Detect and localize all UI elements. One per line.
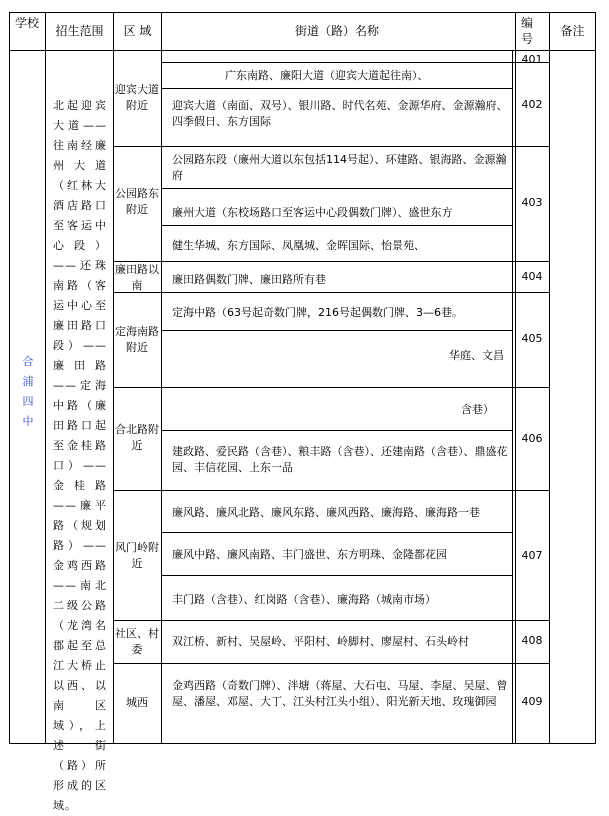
- street-divider-2: [161, 88, 513, 89]
- number-divider-3: [512, 261, 549, 262]
- header-remark: 备注: [560, 24, 585, 38]
- number-404: 404: [521, 270, 543, 283]
- col-line-remark: [549, 12, 550, 744]
- col-line-school: [45, 12, 46, 744]
- number-403: 403: [521, 196, 543, 209]
- street-row: 双江桥、新村、吴屋岭、平阳村、岭脚村、廖屋村、石头岭村: [172, 635, 469, 648]
- street-divider-7: [161, 292, 513, 293]
- street-row: 金鸡西路（奇数门牌）、泮塘（蒋屋、大石屯、马屋、李屋、吴屋、曾屋、潘屋、邓屋、大丁、江头村江头小组）、阳光新天地、玫瑰御园: [172, 679, 508, 708]
- street-divider-12: [161, 532, 513, 533]
- street-row: 迎宾大道（南面、双号）、银川路、时代名苑、金源华府、金源瀚府、四季假日、东方国际: [172, 99, 508, 128]
- number-405: 405: [521, 332, 543, 345]
- street-divider-10: [161, 430, 513, 431]
- number-407: 407: [521, 549, 543, 562]
- header-divider: [9, 50, 596, 51]
- street-box-right: [512, 50, 513, 744]
- street-divider-13: [161, 575, 513, 576]
- street-row: 廉田路偶数门牌、廉田路所有巷: [172, 273, 326, 286]
- area-gongyuan: 公园路东附近: [115, 187, 159, 216]
- street-row: 廉州大道（东校场路口至客运中心段偶数门牌）、盛世东方: [172, 206, 453, 219]
- street-row: 定海中路（63号起奇数门牌，216号起偶数门牌、3—6巷。: [172, 306, 463, 319]
- street-divider-1: [161, 62, 513, 63]
- enrollment-scope-text: 北起迎宾大道——往南经廉州大道（红林大酒店路口至客运中心段）——还珠南路（客运中心至廉田路口段）——廉田路——定海中路（廉田路口起至金桂路口）——金桂路——廉平路（规划路）——金鸡西路——南北二级公路（龙湾名郡起至总江大桥止以西、以南区域），上述街（路）所形成的区域。: [53, 99, 107, 812]
- header-streets: 街道（路）名称: [294, 24, 379, 38]
- header-number: 编号: [520, 16, 533, 46]
- number-409: 409: [521, 695, 543, 708]
- street-divider-3: [161, 146, 513, 147]
- number-402: 402: [521, 98, 543, 111]
- enrollment-table: [9, 12, 596, 812]
- street-divider-6: [161, 261, 513, 262]
- area-chengxi: 城西: [126, 696, 148, 709]
- area-divider-5: [113, 490, 161, 491]
- col-line-area: [161, 12, 162, 744]
- street-divider-9: [161, 387, 513, 388]
- street-row: 建政路、爱民路（含巷）、粮丰路（含巷）、还建南路（含巷）、鼎盛花园、丰信花园、上东一品: [172, 445, 508, 474]
- area-divider-4: [113, 387, 161, 388]
- number-divider-6: [512, 490, 549, 491]
- street-row: 廉风中路、廉风南路、丰门盛世、东方明珠、金隆都花园: [172, 548, 447, 561]
- col-line-scope: [113, 12, 114, 744]
- header-area: 区 域: [123, 24, 152, 38]
- street-row: 广东南路、廉阳大道（迎宾大道起往南）、: [225, 69, 429, 82]
- street-divider-11: [161, 490, 513, 491]
- school-name: 合浦四中: [22, 355, 34, 428]
- number-divider-7: [512, 620, 549, 621]
- street-divider-4: [161, 188, 513, 189]
- area-divider-6: [113, 620, 161, 621]
- area-hebei: 合北路附近: [115, 423, 159, 452]
- street-row: 廉风路、廉风北路、廉风东路、廉风西路、廉海路、廉海路一巷: [172, 506, 480, 519]
- number-408: 408: [521, 634, 543, 647]
- street-divider-8: [161, 330, 513, 331]
- street-row: 公园路东段（廉州大道以东包括114号起）、环建路、银海路、金源瀚府: [172, 153, 507, 182]
- number-divider-4: [512, 292, 549, 293]
- table-border-left: [9, 12, 10, 744]
- area-community: 社区、村委: [115, 627, 159, 656]
- area-fengmenling: 风门岭附近: [115, 541, 159, 570]
- header-school: 学校: [14, 16, 39, 30]
- area-yingbin: 迎宾大道附近: [115, 83, 159, 112]
- number-406: 406: [521, 432, 543, 445]
- number-divider-8: [512, 663, 549, 664]
- table-border-right: [595, 12, 596, 744]
- street-row: 华庭、文昌: [449, 349, 504, 362]
- number-divider-2: [512, 146, 549, 147]
- area-liantian: 廉田路以南: [115, 263, 159, 292]
- street-row: 含巷）: [461, 403, 494, 416]
- street-divider-15: [161, 663, 513, 664]
- street-divider-5: [161, 225, 513, 226]
- header-scope: 招生范围: [55, 24, 104, 38]
- number-401: 401: [521, 53, 543, 66]
- area-divider-1: [113, 146, 161, 147]
- street-row: 丰门路（含巷）、红岗路（含巷）、廉海路（城南市场）: [172, 593, 436, 606]
- street-row: 健生华城、东方国际、凤凰城、金晖国际、怡景苑、: [172, 239, 425, 252]
- number-divider-5: [512, 387, 549, 388]
- area-dinghai: 定海南路附近: [115, 325, 159, 354]
- table-border-top: [9, 12, 596, 13]
- area-divider-7: [113, 663, 161, 664]
- street-divider-14: [161, 620, 513, 621]
